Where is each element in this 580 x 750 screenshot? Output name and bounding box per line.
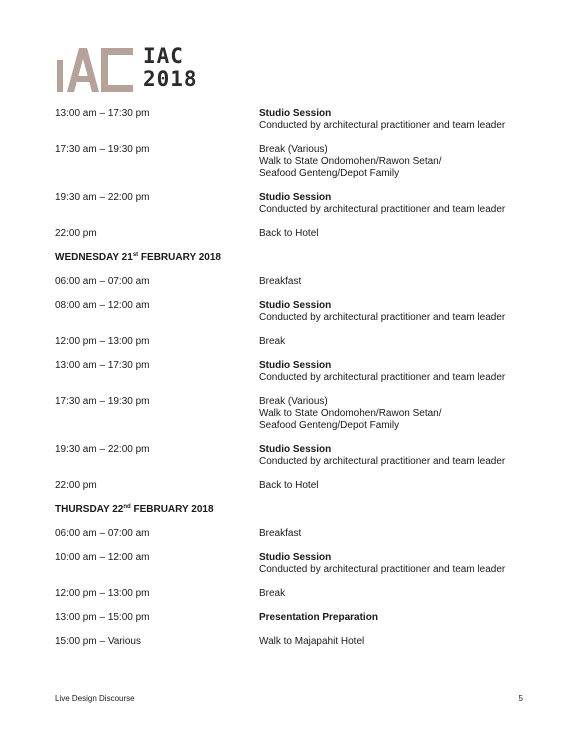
logo-title-line1: IAC: [143, 44, 184, 68]
schedule-time: 13:00 am – 17:30 pm: [55, 108, 150, 119]
footer-title: Live Design Discourse: [55, 694, 135, 703]
description-line: Conducted by architectural practitioner and team leader: [259, 120, 506, 131]
schedule-description: [259, 192, 535, 216]
page-footer: [55, 694, 523, 704]
schedule-time: 08:00 am – 12:00 am: [55, 300, 150, 311]
logo-title: [143, 45, 198, 91]
schedule-time: 22:00 pm: [55, 480, 97, 491]
schedule-description: [259, 528, 535, 540]
day-heading-ordinal: st: [132, 252, 139, 258]
schedule-time: 17:30 am – 19:30 pm: [55, 396, 150, 407]
schedule-time: 10:00 am – 12:00 am: [55, 552, 150, 563]
logo-title-line2: 2018: [143, 67, 198, 91]
schedule-description: [259, 336, 535, 348]
schedule-row: [55, 360, 535, 384]
description-line: Walk to State Ondomohen/Rawon Setan/: [259, 408, 442, 419]
day-heading-ordinal: nd: [123, 504, 131, 510]
description-line: Seafood Genteng/Depot Family: [259, 420, 400, 431]
schedule-row: [55, 108, 535, 132]
schedule-row: [55, 144, 535, 180]
session-title: Studio Session: [259, 192, 332, 203]
schedule-row: [55, 528, 535, 540]
description-line: Break: [259, 336, 286, 347]
schedule-time: 22:00 pm: [55, 228, 97, 239]
schedule-description: [259, 612, 535, 624]
description-line: Walk to Majapahit Hotel: [259, 636, 365, 647]
schedule-row: [55, 480, 535, 492]
schedule-time: 12:00 pm – 13:00 pm: [55, 588, 150, 599]
schedule-description: [259, 360, 535, 384]
description-line: Walk to State Ondomohen/Rawon Setan/: [259, 156, 442, 167]
description-line: Back to Hotel: [259, 228, 319, 239]
schedule-time: 06:00 am – 07:00 am: [55, 528, 150, 539]
schedule-row: [55, 336, 535, 348]
schedule-time: 17:30 am – 19:30 pm: [55, 144, 150, 155]
schedule-time: 06:00 am – 07:00 am: [55, 276, 150, 287]
description-line: Back to Hotel: [259, 480, 319, 491]
description-line: Break (Various): [259, 396, 328, 407]
schedule-row: [55, 552, 535, 576]
description-line: Conducted by architectural practitioner and team leader: [259, 456, 506, 467]
schedule-row: [55, 588, 535, 600]
schedule-row: [55, 228, 535, 240]
description-line: Conducted by architectural practitioner and team leader: [259, 312, 506, 323]
session-title: Studio Session: [259, 300, 332, 311]
schedule-time: 13:00 pm – 15:00 pm: [55, 612, 150, 623]
description-line: Break: [259, 588, 286, 599]
session-title: Presentation Preparation: [259, 612, 378, 623]
schedule-row: [55, 276, 535, 288]
description-line: Breakfast: [259, 276, 302, 287]
schedule-row: [55, 636, 535, 648]
schedule-row: [55, 300, 535, 324]
day-heading-text: WEDNESDAY 21: [55, 252, 133, 263]
schedule-description: [259, 444, 535, 468]
iac-logo-mark: [57, 44, 135, 92]
day-heading: [55, 252, 535, 264]
description-line: Conducted by architectural practitioner and team leader: [259, 372, 506, 383]
session-title: Studio Session: [259, 444, 332, 455]
schedule-description: [259, 480, 535, 492]
schedule-time: 19:30 am – 22:00 pm: [55, 192, 150, 203]
page-number: 5: [518, 694, 523, 703]
schedule: [55, 108, 535, 660]
session-title: Studio Session: [259, 552, 332, 563]
session-title: Studio Session: [259, 360, 332, 371]
session-title: Studio Session: [259, 108, 332, 119]
description-line: Conducted by architectural practitioner and team leader: [259, 204, 506, 215]
schedule-description: [259, 396, 535, 432]
description-line: Seafood Genteng/Depot Family: [259, 168, 400, 179]
description-line: Break (Various): [259, 144, 328, 155]
schedule-row: [55, 396, 535, 432]
schedule-description: [259, 276, 535, 288]
schedule-description: [259, 300, 535, 324]
day-heading: [55, 504, 535, 516]
day-heading-text: THURSDAY 22: [55, 504, 124, 515]
schedule-time: 12:00 pm – 13:00 pm: [55, 336, 150, 347]
schedule-time: 13:00 am – 17:30 pm: [55, 360, 150, 371]
schedule-row: [55, 192, 535, 216]
description-line: Conducted by architectural practitioner and team leader: [259, 564, 506, 575]
schedule-description: [259, 588, 535, 600]
schedule-row: [55, 444, 535, 468]
schedule-description: [259, 636, 535, 648]
schedule-row: [55, 612, 535, 624]
description-line: Breakfast: [259, 528, 302, 539]
schedule-time: 15:00 pm – Various: [55, 636, 141, 647]
schedule-description: [259, 108, 535, 132]
day-heading-month: FEBRUARY 2018: [130, 504, 214, 515]
schedule-time: 19:30 am – 22:00 pm: [55, 444, 150, 455]
day-heading-month: FEBRUARY 2018: [138, 252, 221, 263]
schedule-description: [259, 228, 535, 240]
schedule-description: [259, 552, 535, 576]
schedule-description: [259, 144, 535, 180]
